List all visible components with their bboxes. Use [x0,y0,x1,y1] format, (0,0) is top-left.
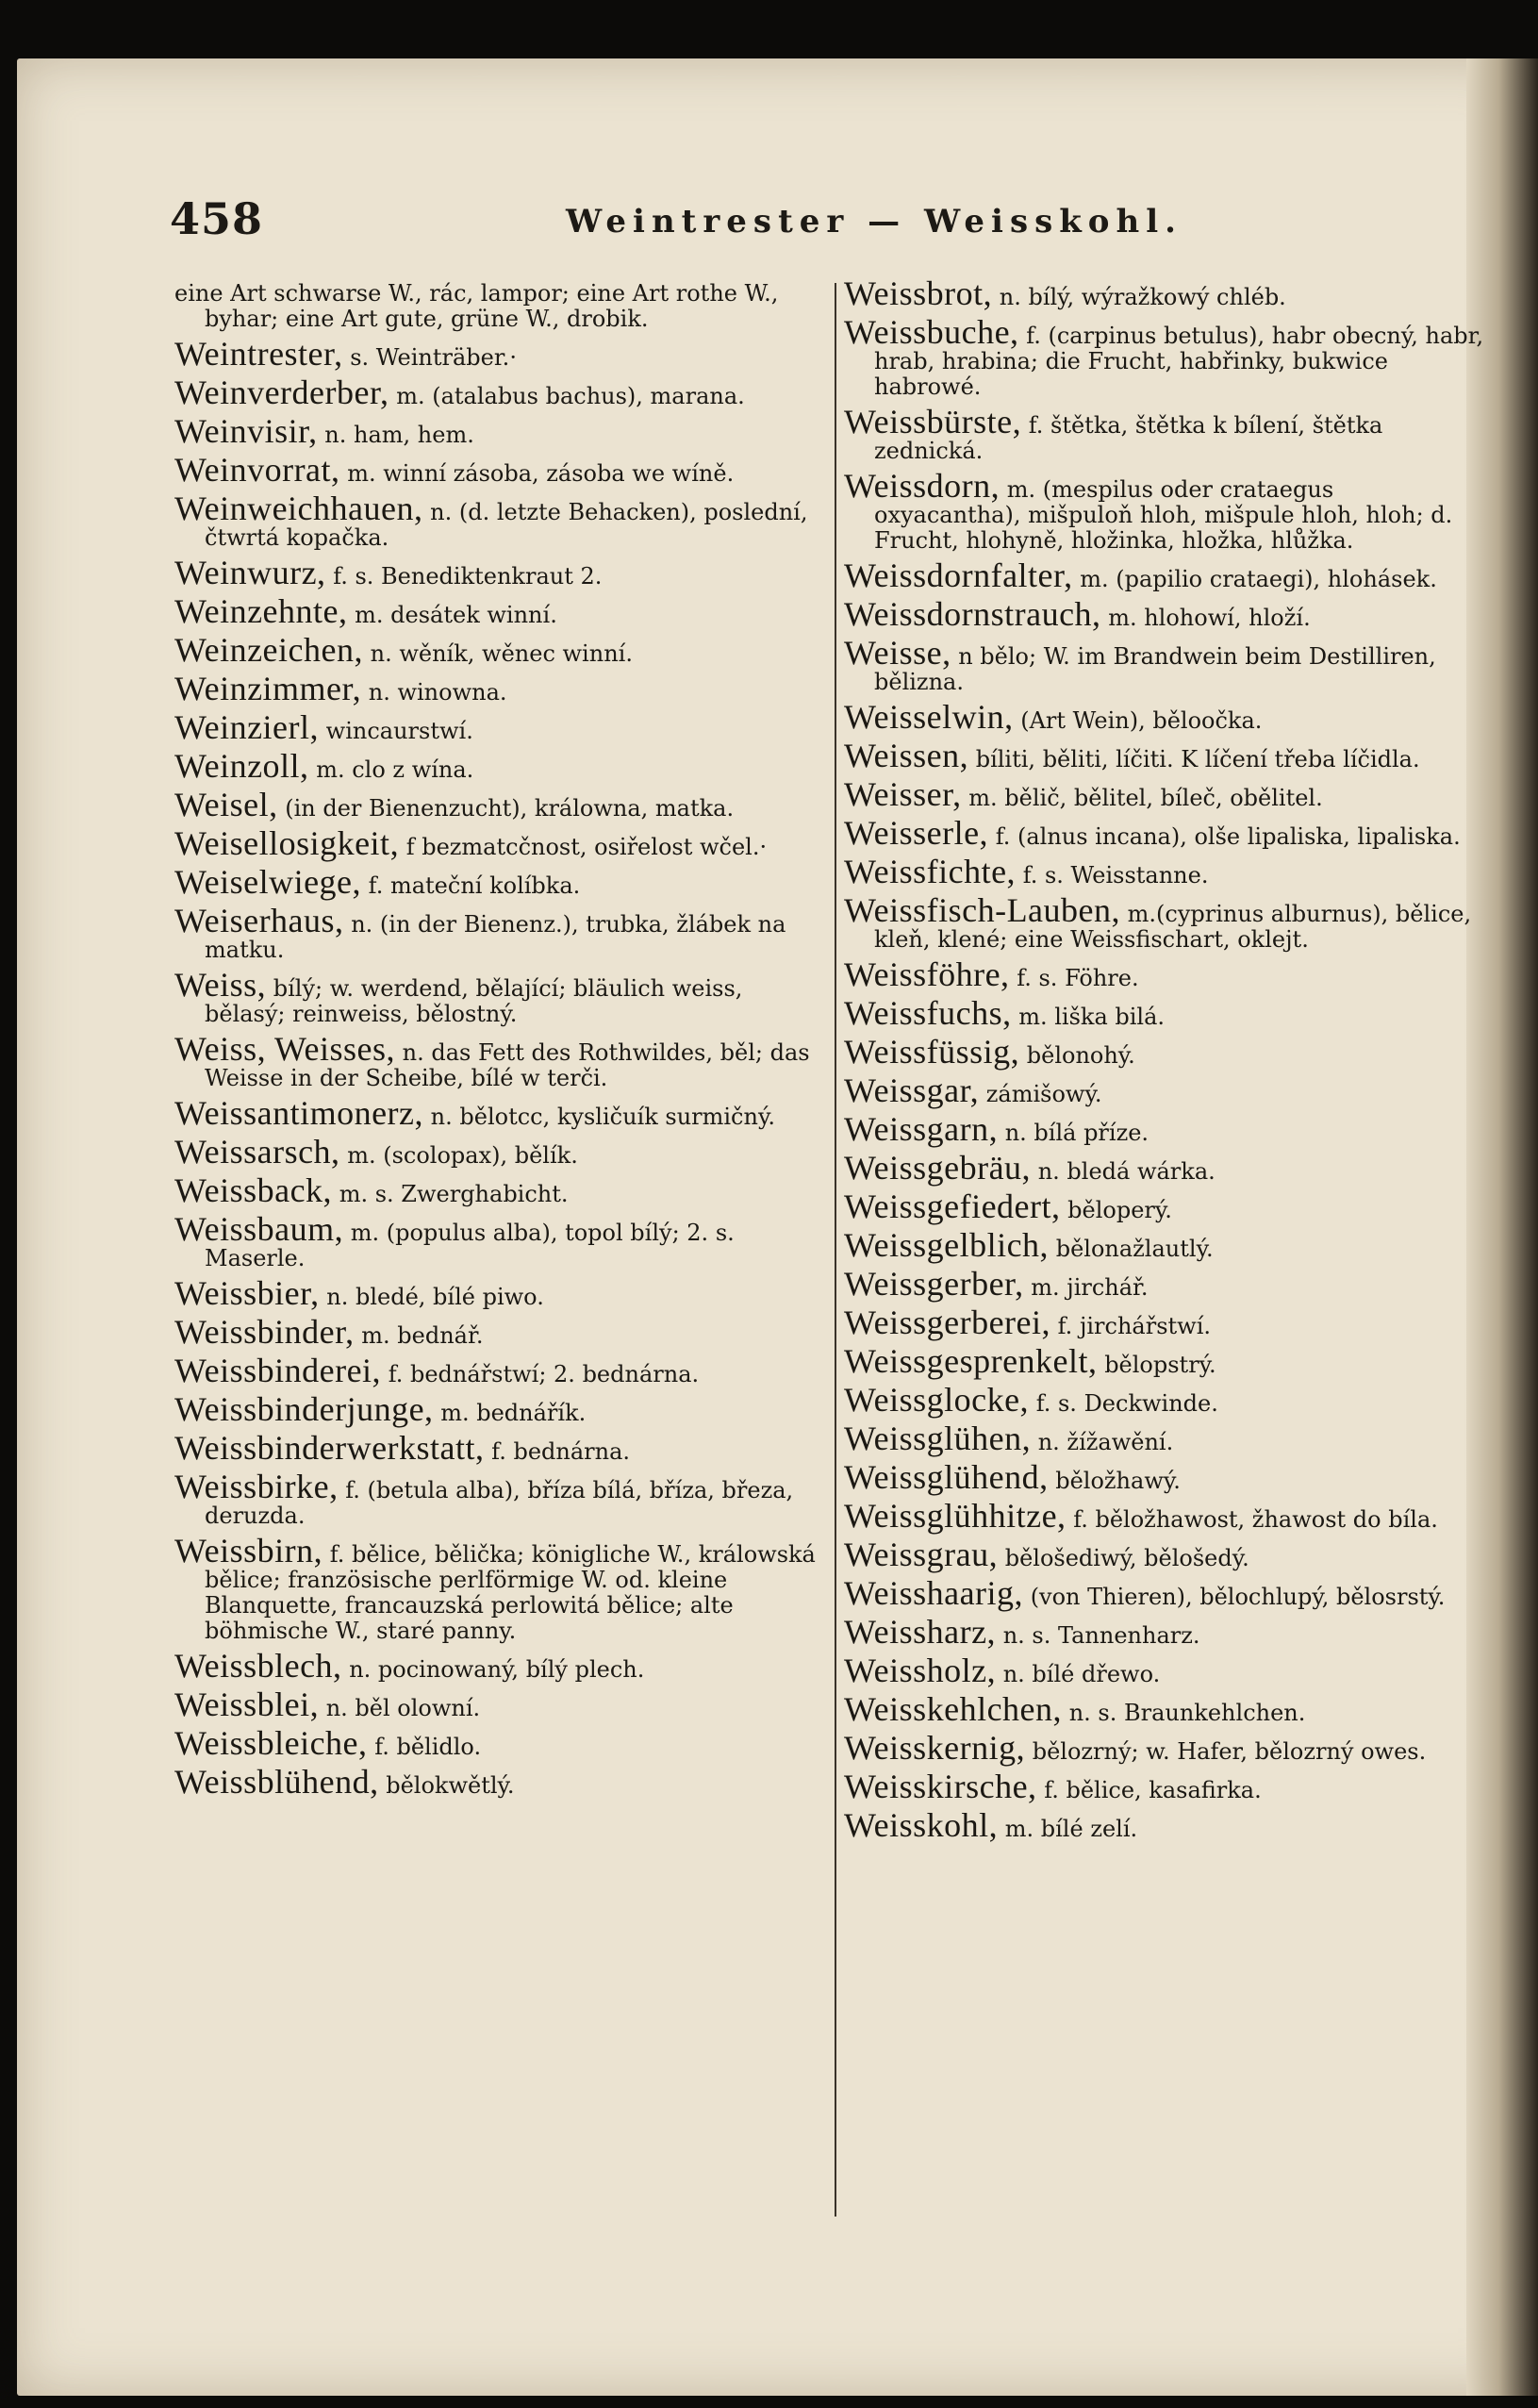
continuation-text: eine Art schwarse W., rác, lampor; eine Art rothe W., byhar; eine Art gute, grüne W., drobik. [174,280,779,332]
dictionary-entry [174,1763,825,1801]
dictionary-entry [844,1265,1485,1303]
dictionary-entry [174,1532,825,1644]
dictionary-entry [844,1729,1485,1767]
entry-headword: Weissbrot, [844,274,993,312]
dictionary-entry [174,631,825,669]
dictionary-entry [844,1806,1485,1844]
entry-headword: Weisshaarig, [844,1574,1024,1612]
entry-headword: Weissbinderei, [174,1352,382,1389]
dictionary-entry [844,1381,1485,1419]
entry-headword: Weisskehlchen, [844,1690,1063,1728]
dictionary-entry [174,1429,825,1467]
entry-headword: Weissbinderwerkstatt, [174,1429,485,1467]
entry-definition: n. (d. letzte Behacken), poslední, čtwrtá kopačka. [205,499,808,551]
dictionary-entry [174,1686,825,1723]
dictionary-entry [844,1690,1485,1728]
entry-definition: n. s. Braunkehlchen. [1068,1700,1306,1726]
entry-definition: n. běl olowní. [325,1695,481,1721]
dictionary-entry [844,994,1485,1032]
entry-definition: f. (betula alba), bříza bílá, bříza, březa, deruzda. [205,1477,794,1529]
dictionary-entry [844,1536,1485,1573]
entry-headword: Weisskernig, [844,1729,1026,1767]
dictionary-entry [844,274,1485,312]
entry-definition: n. žížawění. [1037,1429,1174,1455]
entry-headword: Weissglocke, [844,1381,1030,1419]
entry-headword: Weinweichhauen, [174,490,423,527]
entry-definition: m. jirchář. [1031,1274,1149,1301]
entry-definition: běloperý. [1067,1197,1172,1223]
entry-definition: n. bílý, wýražkowý chléb. [999,284,1286,310]
entry-headword: Weisskirsche, [844,1768,1037,1805]
entry-definition: bělokwětlý. [386,1772,515,1799]
entry-definition: f. bednárna. [491,1438,631,1465]
entry-definition: m. desátek winní. [355,602,557,628]
entry-definition: f. (alnus incana), olše lipaliska, lipaliska. [995,823,1461,850]
entry-definition: f. běložhawost, žhawost do bíla. [1073,1506,1438,1533]
entry-definition: f. s. Föhre. [1017,965,1139,991]
entry-headword: Weissbürste, [844,403,1022,440]
entry-definition: n. bělotcc, kysličuík surmičný. [430,1104,775,1130]
entry-definition: n. bledé, bílé piwo. [326,1284,544,1310]
dictionary-entry [844,556,1485,594]
entry-definition: m. (mespilus oder crataegus oxyacantha), mišpuloň hloh, mišpule hloh, hloh; d. Frucht, hlohyně, hložinka, hložka, hlůžka. [874,476,1453,554]
entry-definition: (in der Bienenzucht), králowna, matka. [285,795,735,822]
dictionary-entry [844,595,1485,633]
entry-headword: Weissdorn, [844,467,1001,505]
entry-definition: n. bílé dřewo. [1002,1661,1161,1687]
entry-headword: Weissbirke, [174,1468,339,1505]
entry-headword: Weintrester, [174,335,343,373]
dictionary-entry [844,1304,1485,1341]
right-column [844,274,1485,1852]
entry-definition: n bělo; W. im Brandwein beim Destilliren, bělizna. [874,643,1436,695]
entry-definition: m. clo z wína. [316,756,474,783]
entry-definition: f. bednářstwí; 2. bednárna. [388,1361,700,1387]
entry-definition: m. (scolopax), bělík. [347,1142,578,1169]
dictionary-entry [844,1187,1485,1225]
entry-definition: n. (in der Bienenz.), trubka, žlábek na matku. [205,911,786,963]
dictionary-entry [174,490,825,551]
entry-headword: Weinvorrat, [174,451,340,489]
dictionary-entry [844,1071,1485,1109]
dictionary-entry [174,1390,825,1428]
entry-headword: Weiss, [174,966,267,1004]
entry-headword: Weissdornstrauch, [844,595,1101,633]
entry-definition: f. jirchářstwí. [1057,1313,1212,1339]
dictionary-entry [844,1226,1485,1264]
entry-headword: Weissblühend, [174,1763,379,1801]
entry-definition: wincaurstwí. [325,718,473,744]
dictionary-entry [844,814,1485,852]
entry-definition: bělonohý. [1026,1042,1135,1069]
entry-definition: m. s. Zwerghabicht. [339,1181,569,1207]
entry-definition: bíliti, běliti, líčiti. K líčení třeba líčidla. [975,746,1420,772]
dictionary-entry [844,1342,1485,1380]
entry-headword: Weissback, [174,1171,333,1209]
dictionary-entry [174,1133,825,1171]
entry-definition: m. bělič, bělitel, bíleč, obělitel. [968,785,1323,811]
entry-headword: Weissfüssig, [844,1033,1020,1071]
entry-headword: Weissarsch, [174,1133,340,1171]
entry-headword: Weinzoll, [174,747,309,785]
entry-definition: f. s. Weisstanne. [1022,862,1209,888]
entry-definition: m. liška bilá. [1018,1004,1166,1030]
entry-headword: Weisskohl, [844,1806,999,1844]
entry-definition: n. bílá příze. [1004,1120,1149,1146]
entry-headword: Weisellosigkeit, [174,824,400,862]
page-number: 458 [170,193,264,244]
entry-definition: m. winní zásoba, zásoba we wíně. [347,460,735,487]
entry-definition: f. s. Deckwinde. [1035,1390,1218,1417]
dictionary-entry [174,1468,825,1529]
entry-headword: Weissglühen, [844,1420,1032,1457]
entry-headword: Weissbirn, [174,1532,323,1569]
dictionary-entry [174,1352,825,1389]
entry-definition: f. (carpinus betulus), habr obecný, habr, hrab, hrabina; die Frucht, habřinky, bukwice habrowé. [874,323,1484,400]
entry-definition: m. bednář. [361,1322,484,1349]
entry-definition: bělozrný; w. Hafer, bělozrný owes. [1032,1738,1427,1765]
dictionary-entry [844,634,1485,695]
dictionary-entry [844,1768,1485,1805]
dictionary-entry [174,966,825,1027]
dictionary-entry [844,891,1485,953]
continuation-entry [174,281,825,332]
entry-definition: f. s. Benediktenkraut 2. [333,563,603,590]
dictionary-entry [174,670,825,707]
dictionary-entry [844,1149,1485,1187]
entry-definition: f. bělice, bělička; königliche W., králowská bělice; französische perlförmige W. od. kleine Blanquette, francauzská perlowitá bělice; alte böhmische W., staré panny. [205,1541,816,1644]
entry-definition: n. pocinowaný, bílý plech. [349,1656,645,1683]
entry-headword: Weissgefiedert, [844,1187,1061,1225]
dictionary-entry [844,403,1485,464]
entry-headword: Weissgrau, [844,1536,999,1573]
entry-headword: Weissbier, [174,1274,320,1312]
entry-headword: Weissgesprenkelt, [844,1342,1098,1380]
entry-headword: Weissharz, [844,1613,997,1651]
dictionary-entry [844,737,1485,774]
entry-headword: Weissgebräu, [844,1149,1032,1187]
left-entry-list [174,335,825,1801]
dictionary-entry [174,1274,825,1312]
entry-headword: Weinverderber, [174,374,389,411]
dictionary-entry [844,853,1485,890]
entry-definition: m. bednářík. [440,1400,587,1426]
entry-headword: Weissföhre, [844,955,1010,993]
entry-headword: Weissbuche, [844,313,1019,351]
entry-headword: Weissgerber, [844,1265,1024,1303]
entry-headword: Weissbaum, [174,1210,344,1248]
dictionary-entry [844,1420,1485,1457]
dictionary-entry [174,1030,825,1091]
entry-headword: Weisel, [174,786,278,823]
dictionary-entry [844,1458,1485,1496]
entry-definition: m.(cyprinus alburnus), bělice, kleň, klené; eine Weissfischart, oklejt. [874,901,1472,953]
entry-headword: Weinzierl, [174,708,320,746]
dictionary-entry [174,824,825,862]
entry-definition: (von Thieren), bělochlupý, bělosrstý. [1030,1584,1446,1610]
dictionary-entry [844,1110,1485,1148]
entry-headword: Weiselwiege, [174,863,362,901]
entry-headword: Weissholz, [844,1652,997,1689]
entry-headword: Weisserle, [844,814,989,852]
dictionary-entry [174,592,825,630]
entry-definition: f. bělice, kasafirka. [1044,1777,1262,1803]
dictionary-entry [844,1613,1485,1651]
dictionary-entry [174,335,825,373]
entry-headword: Weisser, [844,775,962,813]
dictionary-entry [174,786,825,823]
entry-definition: bílý; w. werdend, bělající; bläulich weiss, bělasý; reinweiss, bělostný. [205,975,743,1027]
entry-definition: bělošediwý, bělošedý. [1004,1545,1249,1571]
entry-headword: Weissgarn, [844,1110,999,1148]
dictionary-entry [844,698,1485,736]
entry-definition: f bezmatcčnost, osiřelost wčel.· [405,834,768,860]
running-head: Weintrester — Weisskohl. [566,203,1182,241]
entry-headword: Weinzehnte, [174,592,348,630]
entry-definition: (Art Wein), běloočka. [1020,707,1263,734]
right-entry-list [844,274,1485,1844]
entry-headword: Weiserhaus, [174,902,344,939]
entry-headword: Weinwurz, [174,554,326,591]
dictionary-entry [844,955,1485,993]
entry-definition: m. hlohowí, hloží. [1108,605,1311,631]
dictionary-entry [844,1574,1485,1612]
entry-headword: Weissbleiche, [174,1724,368,1762]
entry-headword: Weissgerberei, [844,1304,1051,1341]
entry-headword: Weiss, Weisses, [174,1030,396,1068]
dictionary-entry [844,467,1485,554]
dictionary-entry [174,1647,825,1685]
dictionary-entry [174,902,825,963]
entry-headword: Weissantimonerz, [174,1094,424,1132]
entry-headword: Weinvisir, [174,412,318,450]
entry-definition: běložhawý. [1055,1468,1181,1494]
dictionary-entry [174,1313,825,1351]
entry-headword: Weissgar, [844,1071,980,1109]
entry-definition: f. štětka, štětka k bílení, štětka zednická. [874,412,1383,464]
entry-headword: Weissglühend, [844,1458,1049,1496]
dictionary-entry [174,1094,825,1132]
entry-definition: m. bílé zelí. [1004,1816,1138,1842]
entry-headword: Weissblech, [174,1647,342,1685]
dictionary-entry [174,412,825,450]
dictionary-entry [844,775,1485,813]
dictionary-entry [174,708,825,746]
dictionary-entry [174,747,825,785]
entry-definition: n. winowna. [368,679,507,706]
entry-definition: bělopstrý. [1104,1352,1216,1378]
entry-definition: n. bledá wárka. [1037,1158,1216,1185]
entry-definition: m. (populus alba), topol bílý; 2. s. Maserle. [205,1220,735,1271]
entry-definition: m. (papilio crataegi), hlohásek. [1080,566,1437,592]
dictionary-entry [174,374,825,411]
entry-definition: s. Weinträber.· [350,344,517,371]
entry-headword: Weissfichte, [844,853,1017,890]
dictionary-entry [174,1724,825,1762]
entry-headword: Weissbinder, [174,1313,355,1351]
dictionary-entry [174,1210,825,1271]
dictionary-entry [174,451,825,489]
entry-headword: Weissbinderjunge, [174,1390,434,1428]
entry-headword: Weissglühhitze, [844,1497,1067,1535]
dictionary-entry [844,1497,1485,1535]
entry-definition: m. (atalabus bachus), marana. [396,383,745,409]
entry-headword: Weisse, [844,634,951,672]
entry-definition: zámišowý. [985,1081,1102,1107]
dictionary-entry [174,863,825,901]
entry-headword: Weissfisch-Lauben, [844,891,1121,929]
column-divider [835,283,836,2217]
entry-headword: Weissfuchs, [844,994,1012,1032]
entry-definition: n. s. Tannenharz. [1002,1622,1200,1649]
dictionary-entry [174,1171,825,1209]
entry-headword: Weinzimmer, [174,670,362,707]
entry-definition: n. ham, hem. [324,422,474,448]
page-header [170,193,1396,250]
entry-definition: f. mateční kolíbka. [368,872,581,899]
dictionary-entry [844,1033,1485,1071]
dictionary-entry [844,313,1485,400]
entry-definition: bělonažlautlý. [1055,1236,1214,1262]
entry-headword: Weissgelblich, [844,1226,1050,1264]
left-column [174,281,825,1808]
entry-definition: f. bělidlo. [374,1734,482,1760]
entry-definition: n. das Fett des Rothwildes, běl; das Weisse in der Scheibe, bílé w terči. [205,1039,810,1091]
entry-headword: Weissen, [844,737,969,774]
entry-headword: Weissblei, [174,1686,320,1723]
dictionary-entry [844,1652,1485,1689]
entry-headword: Weisselwin, [844,698,1014,736]
dictionary-entry [174,554,825,591]
entry-definition: n. wěník, wěnec winní. [370,640,633,667]
entry-headword: Weissdornfalter, [844,556,1073,594]
entry-headword: Weinzeichen, [174,631,363,669]
